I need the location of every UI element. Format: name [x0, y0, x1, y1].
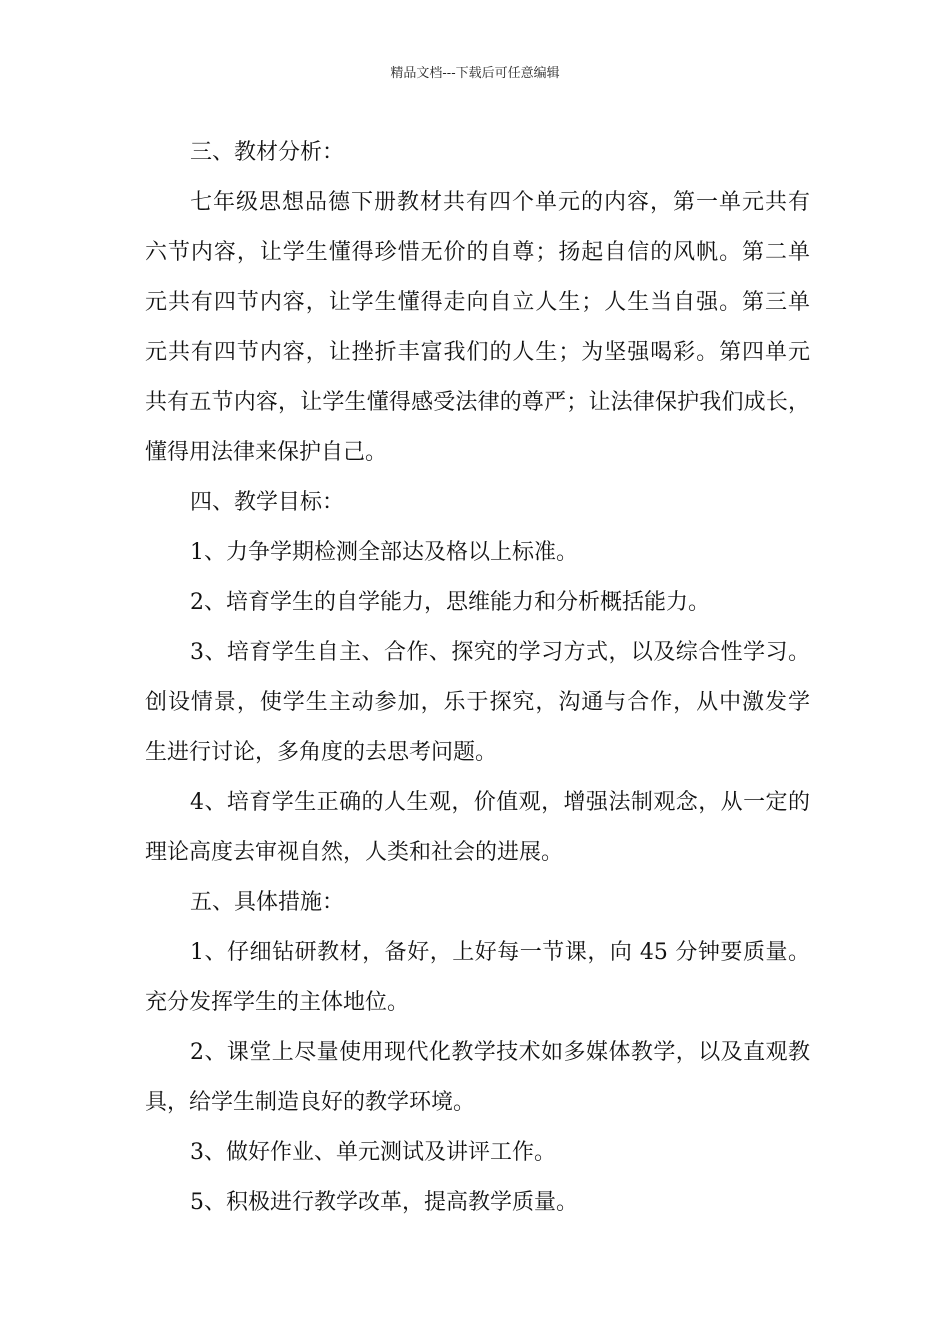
paragraph-line: 元共有四节内容，让学生懂得走向自立人生；人生当自强。第三单 [145, 290, 810, 315]
list-item: 1、力争学期检测全部达及格以上标准。 [190, 540, 578, 565]
paragraph-line: 创设情景，使学生主动参加，乐于探究，沟通与合作，从中激发学 [145, 690, 810, 715]
list-item: 5、积极进行教学改革，提高教学质量。 [190, 1190, 578, 1215]
list-item: 3、培育学生自主、合作、探究的学习方式，以及综合性学习。 [190, 640, 810, 665]
list-item: 1、仔细钻研教材，备好，上好每一节课，向 45 分钟要质量。 [190, 940, 810, 965]
paragraph-line: 充分发挥学生的主体地位。 [145, 990, 410, 1015]
paragraph-line: 共有五节内容，让学生懂得感受法律的尊严；让法律保护我们成长， [145, 390, 810, 415]
section-heading-teaching-goals: 四、教学目标： [190, 490, 345, 515]
list-item: 3、做好作业、单元测试及讲评工作。 [190, 1140, 556, 1165]
paragraph-line: 七年级思想品德下册教材共有四个单元的内容，第一单元共有 [190, 190, 810, 215]
section-heading-measures: 五、具体措施： [190, 890, 345, 915]
paragraph-line: 六节内容，让学生懂得珍惜无价的自尊；扬起自信的风帆。第二单 [145, 240, 810, 265]
document-body [145, 128, 810, 1228]
section-heading-textbook-analysis: 三、教材分析： [190, 140, 345, 165]
paragraph-line: 具，给学生制造良好的教学环境。 [145, 1090, 476, 1115]
paragraph-line: 元共有四节内容，让挫折丰富我们的人生；为坚强喝彩。第四单元 [145, 340, 810, 365]
list-item: 2、课堂上尽量使用现代化教学技术如多媒体教学，以及直观教 [190, 1040, 810, 1065]
paragraph-line: 懂得用法律来保护自己。 [145, 440, 388, 465]
list-item: 2、培育学生的自学能力，思维能力和分析概括能力。 [190, 590, 710, 615]
paragraph-line: 理论高度去审视自然，人类和社会的进展。 [145, 840, 564, 865]
paragraph-line: 生进行讨论，多角度的去思考问题。 [145, 740, 498, 765]
list-item: 4、培育学生正确的人生观，价值观，增强法制观念，从一定的 [190, 790, 810, 815]
page-header: 精品文档---下载后可任意编辑 [390, 66, 560, 81]
